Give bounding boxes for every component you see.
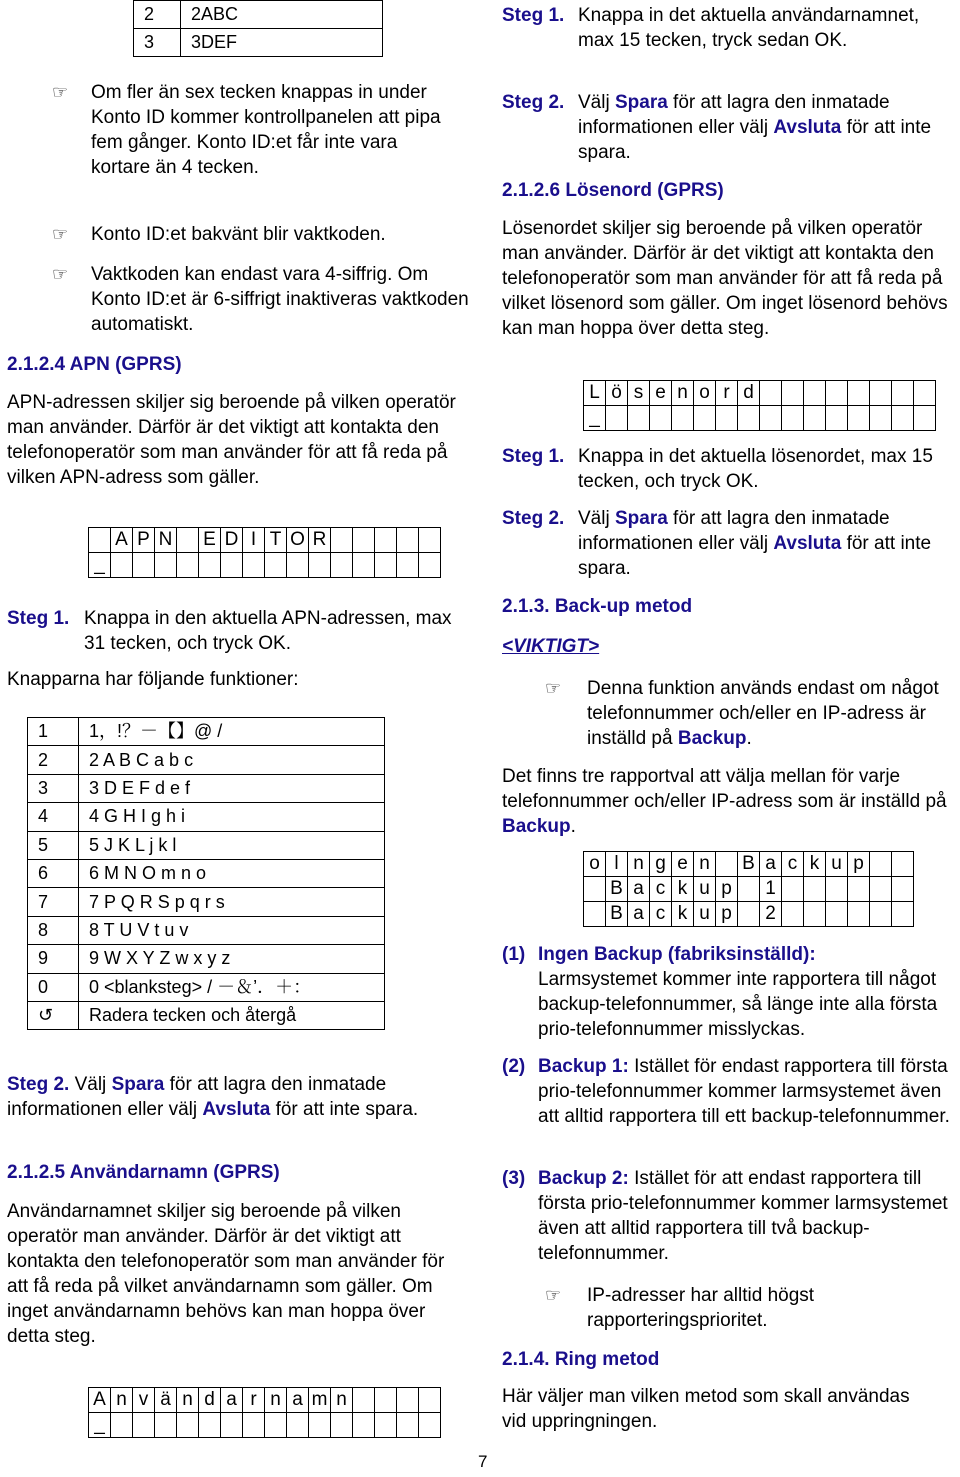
lcd-cell bbox=[870, 381, 892, 406]
lcd-cell bbox=[826, 406, 848, 431]
key-cell: 9 bbox=[28, 945, 79, 973]
lcd-cell bbox=[782, 406, 804, 431]
lcd-cell: n bbox=[694, 852, 716, 877]
lcd-cell: n bbox=[628, 852, 650, 877]
lcd-cell: p bbox=[848, 852, 870, 877]
lcd-cell bbox=[914, 381, 936, 406]
key-row bbox=[28, 774, 385, 802]
lcd-cell bbox=[199, 1413, 221, 1438]
lcd-cell bbox=[309, 553, 331, 578]
step-label: Steg 1. bbox=[7, 608, 70, 629]
lcd-cell: B bbox=[606, 877, 628, 902]
lcd-cell bbox=[111, 553, 133, 578]
avsluta-keyword: Avsluta bbox=[202, 1099, 271, 1120]
key-cell: 3 bbox=[134, 29, 181, 57]
lcd-cell bbox=[199, 553, 221, 578]
lcd-cell bbox=[397, 1413, 419, 1438]
lcd-cell bbox=[870, 902, 892, 927]
apn-step1-text: Knappa in den aktuella APN-adressen, max 31 tecken, och tryck OK. bbox=[84, 608, 452, 654]
key-chars-cell: 1，!？－【】@ / bbox=[79, 718, 385, 746]
page-number: 7 bbox=[478, 1452, 488, 1471]
lcd-cell bbox=[133, 1413, 155, 1438]
key-chars-cell: 6 M N O m n o bbox=[79, 859, 385, 887]
lcd-cell bbox=[177, 1413, 199, 1438]
lcd-cell bbox=[331, 553, 353, 578]
option-text: Larmsystemet kommer inte rapportera till något backup-telefonnummer, så länge inte alla första prio-telefonnummer misslyckas. bbox=[538, 969, 938, 1040]
lcd-cell: c bbox=[650, 902, 672, 927]
lcd-cell: d bbox=[738, 381, 760, 406]
lcd-cell: _ bbox=[89, 553, 111, 578]
lcd-cell bbox=[375, 553, 397, 578]
lcd-cell bbox=[848, 877, 870, 902]
key-cell: 6 bbox=[28, 859, 79, 887]
spara-keyword: Spara bbox=[614, 92, 668, 113]
key-row bbox=[28, 803, 385, 831]
lcd-cell: l bbox=[606, 852, 628, 877]
lcd-cell bbox=[331, 528, 353, 553]
lcd-cell: n bbox=[672, 381, 694, 406]
key-chars-cell: 8 T U V t u v bbox=[79, 916, 385, 944]
lcd-cell bbox=[716, 852, 738, 877]
step-text: för att lagra den inmatade informationen eller välj bbox=[7, 1074, 387, 1120]
step-text: Välj bbox=[74, 1074, 112, 1095]
key-row bbox=[28, 831, 385, 859]
lcd-cell: o bbox=[694, 381, 716, 406]
key-chars-cell: 3 D E F d e f bbox=[79, 774, 385, 802]
lcd-cell bbox=[353, 1388, 375, 1413]
lcd-cell bbox=[419, 528, 441, 553]
lcd-cell: D bbox=[221, 528, 243, 553]
lcd-cell: g bbox=[650, 852, 672, 877]
lcd-cell: N bbox=[155, 528, 177, 553]
lcd-cell bbox=[870, 877, 892, 902]
key-chars-cell: 9 W X Y Z w x y z bbox=[79, 945, 385, 973]
avsluta-keyword: Avsluta bbox=[773, 117, 842, 138]
key-row bbox=[28, 1001, 385, 1029]
lcd-cell bbox=[353, 528, 375, 553]
lcd-cell: n bbox=[177, 1388, 199, 1413]
password-step2-text: Välj Spara för att lagra den inmatade informationen eller välj Avsluta för att inte spara. bbox=[578, 508, 932, 579]
lcd-cell bbox=[738, 902, 760, 927]
username-step2-text: Välj Spara för att lagra den inmatade informationen eller välj Avsluta för att inte spara. bbox=[578, 92, 932, 163]
lcd-cell: A bbox=[89, 1388, 111, 1413]
section-heading-password: 2.1.2.6 Lösenord (GPRS) bbox=[502, 180, 724, 201]
key-cell: 1 bbox=[28, 718, 79, 746]
pointing-hand-icon: ☞ bbox=[545, 678, 562, 699]
key-row bbox=[28, 888, 385, 916]
lcd-cell: p bbox=[716, 902, 738, 927]
lcd-cell bbox=[419, 1413, 441, 1438]
lcd-cell bbox=[848, 902, 870, 927]
lcd-display-username bbox=[88, 1387, 441, 1438]
lcd-cell bbox=[309, 1413, 331, 1438]
lcd-cell bbox=[375, 528, 397, 553]
key-row bbox=[28, 916, 385, 944]
lcd-cell bbox=[804, 406, 826, 431]
lcd-cell: e bbox=[650, 381, 672, 406]
key-row bbox=[28, 718, 385, 746]
step-label: Steg 2. bbox=[502, 508, 565, 529]
lcd-cell: e bbox=[672, 852, 694, 877]
key-function-table bbox=[27, 717, 385, 1030]
lcd-cell: o bbox=[584, 852, 606, 877]
key-row bbox=[28, 746, 385, 774]
lcd-cell bbox=[584, 877, 606, 902]
lcd-cell: a bbox=[287, 1388, 309, 1413]
option-title: Backup 2: bbox=[538, 1168, 629, 1189]
lcd-cell bbox=[375, 1413, 397, 1438]
lcd-cell bbox=[397, 528, 419, 553]
key-cell: 7 bbox=[28, 888, 79, 916]
lcd-cell bbox=[419, 553, 441, 578]
pointing-hand-icon: ☞ bbox=[52, 82, 69, 103]
lcd-cell: u bbox=[694, 902, 716, 927]
option-number: (1) bbox=[502, 944, 526, 965]
key-cell: 8 bbox=[28, 916, 79, 944]
lcd-cell bbox=[606, 406, 628, 431]
lcd-cell: P bbox=[133, 528, 155, 553]
key-table-continued bbox=[133, 0, 383, 57]
pointing-hand-icon: ☞ bbox=[52, 264, 69, 285]
backup-paragraph: Det finns tre rapportval att välja mellan för varje telefonnummer och/eller IP-adress som är inställd på Backup. bbox=[502, 766, 947, 837]
lcd-cell: R bbox=[309, 528, 331, 553]
step-text: för att inte spara. bbox=[270, 1099, 419, 1120]
lcd-cell: B bbox=[606, 902, 628, 927]
lcd-cell bbox=[804, 902, 826, 927]
lcd-cell bbox=[738, 406, 760, 431]
lcd-cell bbox=[782, 877, 804, 902]
lcd-cell: m bbox=[309, 1388, 331, 1413]
lcd-cell: n bbox=[111, 1388, 133, 1413]
lcd-cell: d bbox=[199, 1388, 221, 1413]
lcd-cell bbox=[243, 1413, 265, 1438]
lcd-cell bbox=[826, 877, 848, 902]
lcd-cell bbox=[265, 553, 287, 578]
key-cell: 2 bbox=[134, 1, 181, 29]
key-row bbox=[28, 859, 385, 887]
lcd-cell bbox=[353, 553, 375, 578]
lcd-cell: s bbox=[628, 381, 650, 406]
lcd-cell bbox=[155, 1413, 177, 1438]
key-chars-cell: 0 <blanksteg> / －＆’．＋： bbox=[79, 973, 385, 1001]
lcd-cell: ö bbox=[606, 381, 628, 406]
lcd-cell bbox=[221, 553, 243, 578]
lcd-cell bbox=[826, 381, 848, 406]
lcd-cell bbox=[353, 1413, 375, 1438]
lcd-cell bbox=[419, 1388, 441, 1413]
lcd-cell: O bbox=[287, 528, 309, 553]
section-heading-ring: 2.1.4. Ring metod bbox=[502, 1349, 660, 1370]
key-chars-cell: 3DEF bbox=[181, 29, 383, 57]
lcd-cell bbox=[111, 1413, 133, 1438]
lcd-cell bbox=[914, 406, 936, 431]
lcd-cell bbox=[892, 877, 914, 902]
lcd-cell bbox=[782, 381, 804, 406]
key-chars-cell: 2 A B C a b c bbox=[79, 746, 385, 774]
important-label: <VIKTIGT> bbox=[502, 636, 600, 657]
lcd-cell bbox=[397, 553, 419, 578]
key-chars-cell: Radera tecken och återgå bbox=[79, 1001, 385, 1029]
lcd-cell: A bbox=[111, 528, 133, 553]
lcd-cell bbox=[826, 902, 848, 927]
lcd-cell bbox=[155, 553, 177, 578]
option-title: Backup 1: bbox=[538, 1056, 629, 1077]
key-chars-cell: 4 G H I g h i bbox=[79, 803, 385, 831]
lcd-cell: n bbox=[331, 1388, 353, 1413]
lcd-cell bbox=[584, 902, 606, 927]
lcd-cell bbox=[397, 1388, 419, 1413]
lcd-cell bbox=[892, 852, 914, 877]
key-cell: 4 bbox=[28, 803, 79, 831]
lcd-cell bbox=[177, 553, 199, 578]
lcd-cell bbox=[133, 553, 155, 578]
lcd-cell: B bbox=[738, 852, 760, 877]
password-step1-text: Knappa in det aktuella lösenordet, max 15 tecken, och tryck OK. bbox=[578, 446, 933, 492]
option-title: Ingen Backup (fabriksinställd): bbox=[538, 944, 816, 965]
lcd-cell: ä bbox=[155, 1388, 177, 1413]
key-chars-cell: 7 P Q R S p q r s bbox=[79, 888, 385, 916]
username-step1-label bbox=[502, 3, 564, 28]
lcd-cell: u bbox=[694, 877, 716, 902]
key-cell: 2 bbox=[28, 746, 79, 774]
lcd-cell bbox=[892, 381, 914, 406]
key-row bbox=[28, 973, 385, 1001]
lcd-cell: _ bbox=[89, 1413, 111, 1438]
lcd-cell bbox=[177, 528, 199, 553]
lcd-display-backup bbox=[583, 851, 914, 927]
option-text: Istället för att endast rapportera till första prio-telefonnummer kommer larmsystemet även att alltid rapportera till två backup-telefonnummer. bbox=[538, 1168, 948, 1264]
lcd-display-apn bbox=[88, 527, 441, 578]
option-number: (2) bbox=[502, 1056, 526, 1077]
lcd-cell: a bbox=[628, 902, 650, 927]
lcd-cell: p bbox=[716, 877, 738, 902]
key-row bbox=[28, 945, 385, 973]
bullet-text: Vaktkoden kan endast vara 4-siffrig. Om Konto ID:et är 6-siffrigt inaktiveras vaktkoden automatiskt. bbox=[91, 264, 469, 335]
lcd-cell bbox=[870, 406, 892, 431]
lcd-cell bbox=[650, 406, 672, 431]
lcd-cell bbox=[89, 528, 111, 553]
apn-paragraph: APN-adressen skiljer sig beroende på vilken operatör man använder. Därför är det viktigt att kontakta den telefonoperatör som man använder för att få reda på vilken APN-adress som gäller. bbox=[7, 392, 456, 488]
lcd-cell: a bbox=[628, 877, 650, 902]
lcd-cell: k bbox=[672, 902, 694, 927]
key-cell: ↺ bbox=[28, 1001, 79, 1029]
password-paragraph: Lösenordet skiljer sig beroende på vilken operatör man använder. Därför är det viktigt att kontakta den telefonoperatör som man använder för att få reda på vilket lösenord som gäller. Om inget lösenord behövs kan man hoppa över detta steg. bbox=[502, 218, 948, 339]
key-chars-cell: 2ABC bbox=[181, 1, 383, 29]
key-cell: 3 bbox=[28, 774, 79, 802]
lcd-cell: a bbox=[760, 852, 782, 877]
step-label: Steg 2. bbox=[7, 1074, 70, 1095]
lcd-cell bbox=[760, 406, 782, 431]
step-label: Steg 2. bbox=[502, 92, 565, 113]
lcd-cell: 1 bbox=[760, 877, 782, 902]
lcd-cell: k bbox=[804, 852, 826, 877]
lcd-cell bbox=[287, 1413, 309, 1438]
lcd-cell bbox=[870, 852, 892, 877]
lcd-cell: L bbox=[584, 381, 606, 406]
username-step1-text: Knappa in det aktuella användarnamnet, max 15 tecken, tryck sedan OK. bbox=[578, 5, 920, 51]
key-cell: 0 bbox=[28, 973, 79, 1001]
lcd-cell bbox=[716, 406, 738, 431]
lcd-cell: r bbox=[243, 1388, 265, 1413]
lcd-cell bbox=[892, 406, 914, 431]
lcd-cell bbox=[243, 553, 265, 578]
lcd-cell: n bbox=[265, 1388, 287, 1413]
step-label: Steg 1. bbox=[502, 446, 565, 467]
lcd-cell: _ bbox=[584, 406, 606, 431]
lcd-cell bbox=[221, 1413, 243, 1438]
ring-paragraph: Här väljer man vilken metod som skall användas vid uppringningen. bbox=[502, 1386, 910, 1432]
bullet-text: Konto ID:et bakvänt blir vaktkoden. bbox=[91, 224, 386, 245]
spara-keyword: Spara bbox=[614, 508, 668, 529]
lcd-cell bbox=[804, 877, 826, 902]
bullet-text: Om fler än sex tecken knappas in under Konto ID kommer kontrollpanelen att pipa fem gånger. Konto ID:et får inte vara kortare än 4 tecken. bbox=[91, 82, 441, 178]
lcd-cell: r bbox=[716, 381, 738, 406]
spara-keyword: Spara bbox=[111, 1074, 165, 1095]
lcd-cell bbox=[672, 406, 694, 431]
avsluta-keyword: Avsluta bbox=[773, 533, 842, 554]
lcd-cell: c bbox=[650, 877, 672, 902]
username-paragraph: Användarnamnet skiljer sig beroende på vilken operatör man använder. Därför är det viktigt att kontakta den telefonoperatör som man använder för att få reda på vilket användarnamn som gäller. Om inget användarnamn behövs kan man hoppa över detta steg. bbox=[7, 1201, 445, 1347]
lcd-cell bbox=[804, 381, 826, 406]
lcd-cell bbox=[892, 902, 914, 927]
lcd-cell bbox=[287, 553, 309, 578]
lcd-cell bbox=[738, 877, 760, 902]
pointing-hand-icon: ☞ bbox=[52, 224, 69, 245]
lcd-cell bbox=[265, 1413, 287, 1438]
lcd-cell: c bbox=[782, 852, 804, 877]
key-cell: 5 bbox=[28, 831, 79, 859]
lcd-cell: E bbox=[199, 528, 221, 553]
lcd-cell bbox=[848, 406, 870, 431]
lcd-cell: I bbox=[243, 528, 265, 553]
section-heading-username: 2.1.2.5 Användarnamn (GPRS) bbox=[7, 1162, 280, 1183]
pointing-hand-icon: ☞ bbox=[545, 1285, 562, 1306]
lcd-cell bbox=[628, 406, 650, 431]
section-heading-backup: 2.1.3. Back-up metod bbox=[502, 596, 693, 617]
lcd-cell bbox=[782, 902, 804, 927]
lcd-cell bbox=[760, 381, 782, 406]
keys-intro: Knapparna har följande funktioner: bbox=[7, 669, 299, 690]
step-label: Steg 1. bbox=[502, 5, 565, 26]
option-number: (3) bbox=[502, 1168, 526, 1189]
lcd-cell: a bbox=[221, 1388, 243, 1413]
lcd-cell bbox=[848, 381, 870, 406]
lcd-cell: v bbox=[133, 1388, 155, 1413]
lcd-cell bbox=[331, 1413, 353, 1438]
lcd-cell bbox=[694, 406, 716, 431]
ip-bullet: IP-adresser har alltid högst rapporteringsprioritet. bbox=[587, 1285, 815, 1331]
lcd-cell: 2 bbox=[760, 902, 782, 927]
backup-bullet: Denna funktion används endast om något telefonnummer och/eller en IP-adress är inställd på Backup. bbox=[587, 678, 939, 749]
lcd-display-password bbox=[583, 380, 936, 431]
section-heading-apn: 2.1.2.4 APN (GPRS) bbox=[7, 354, 182, 375]
apn-step2 bbox=[7, 1072, 457, 1122]
lcd-cell: T bbox=[265, 528, 287, 553]
lcd-cell: k bbox=[672, 877, 694, 902]
lcd-cell: u bbox=[826, 852, 848, 877]
lcd-cell bbox=[375, 1388, 397, 1413]
option-text: Istället för endast rapportera till första prio-telefonnummer kommer larmsystemet även att alltid rapportera till ett backup-telefonnummer. bbox=[538, 1056, 950, 1127]
key-chars-cell: 5 J K L j k l bbox=[79, 831, 385, 859]
